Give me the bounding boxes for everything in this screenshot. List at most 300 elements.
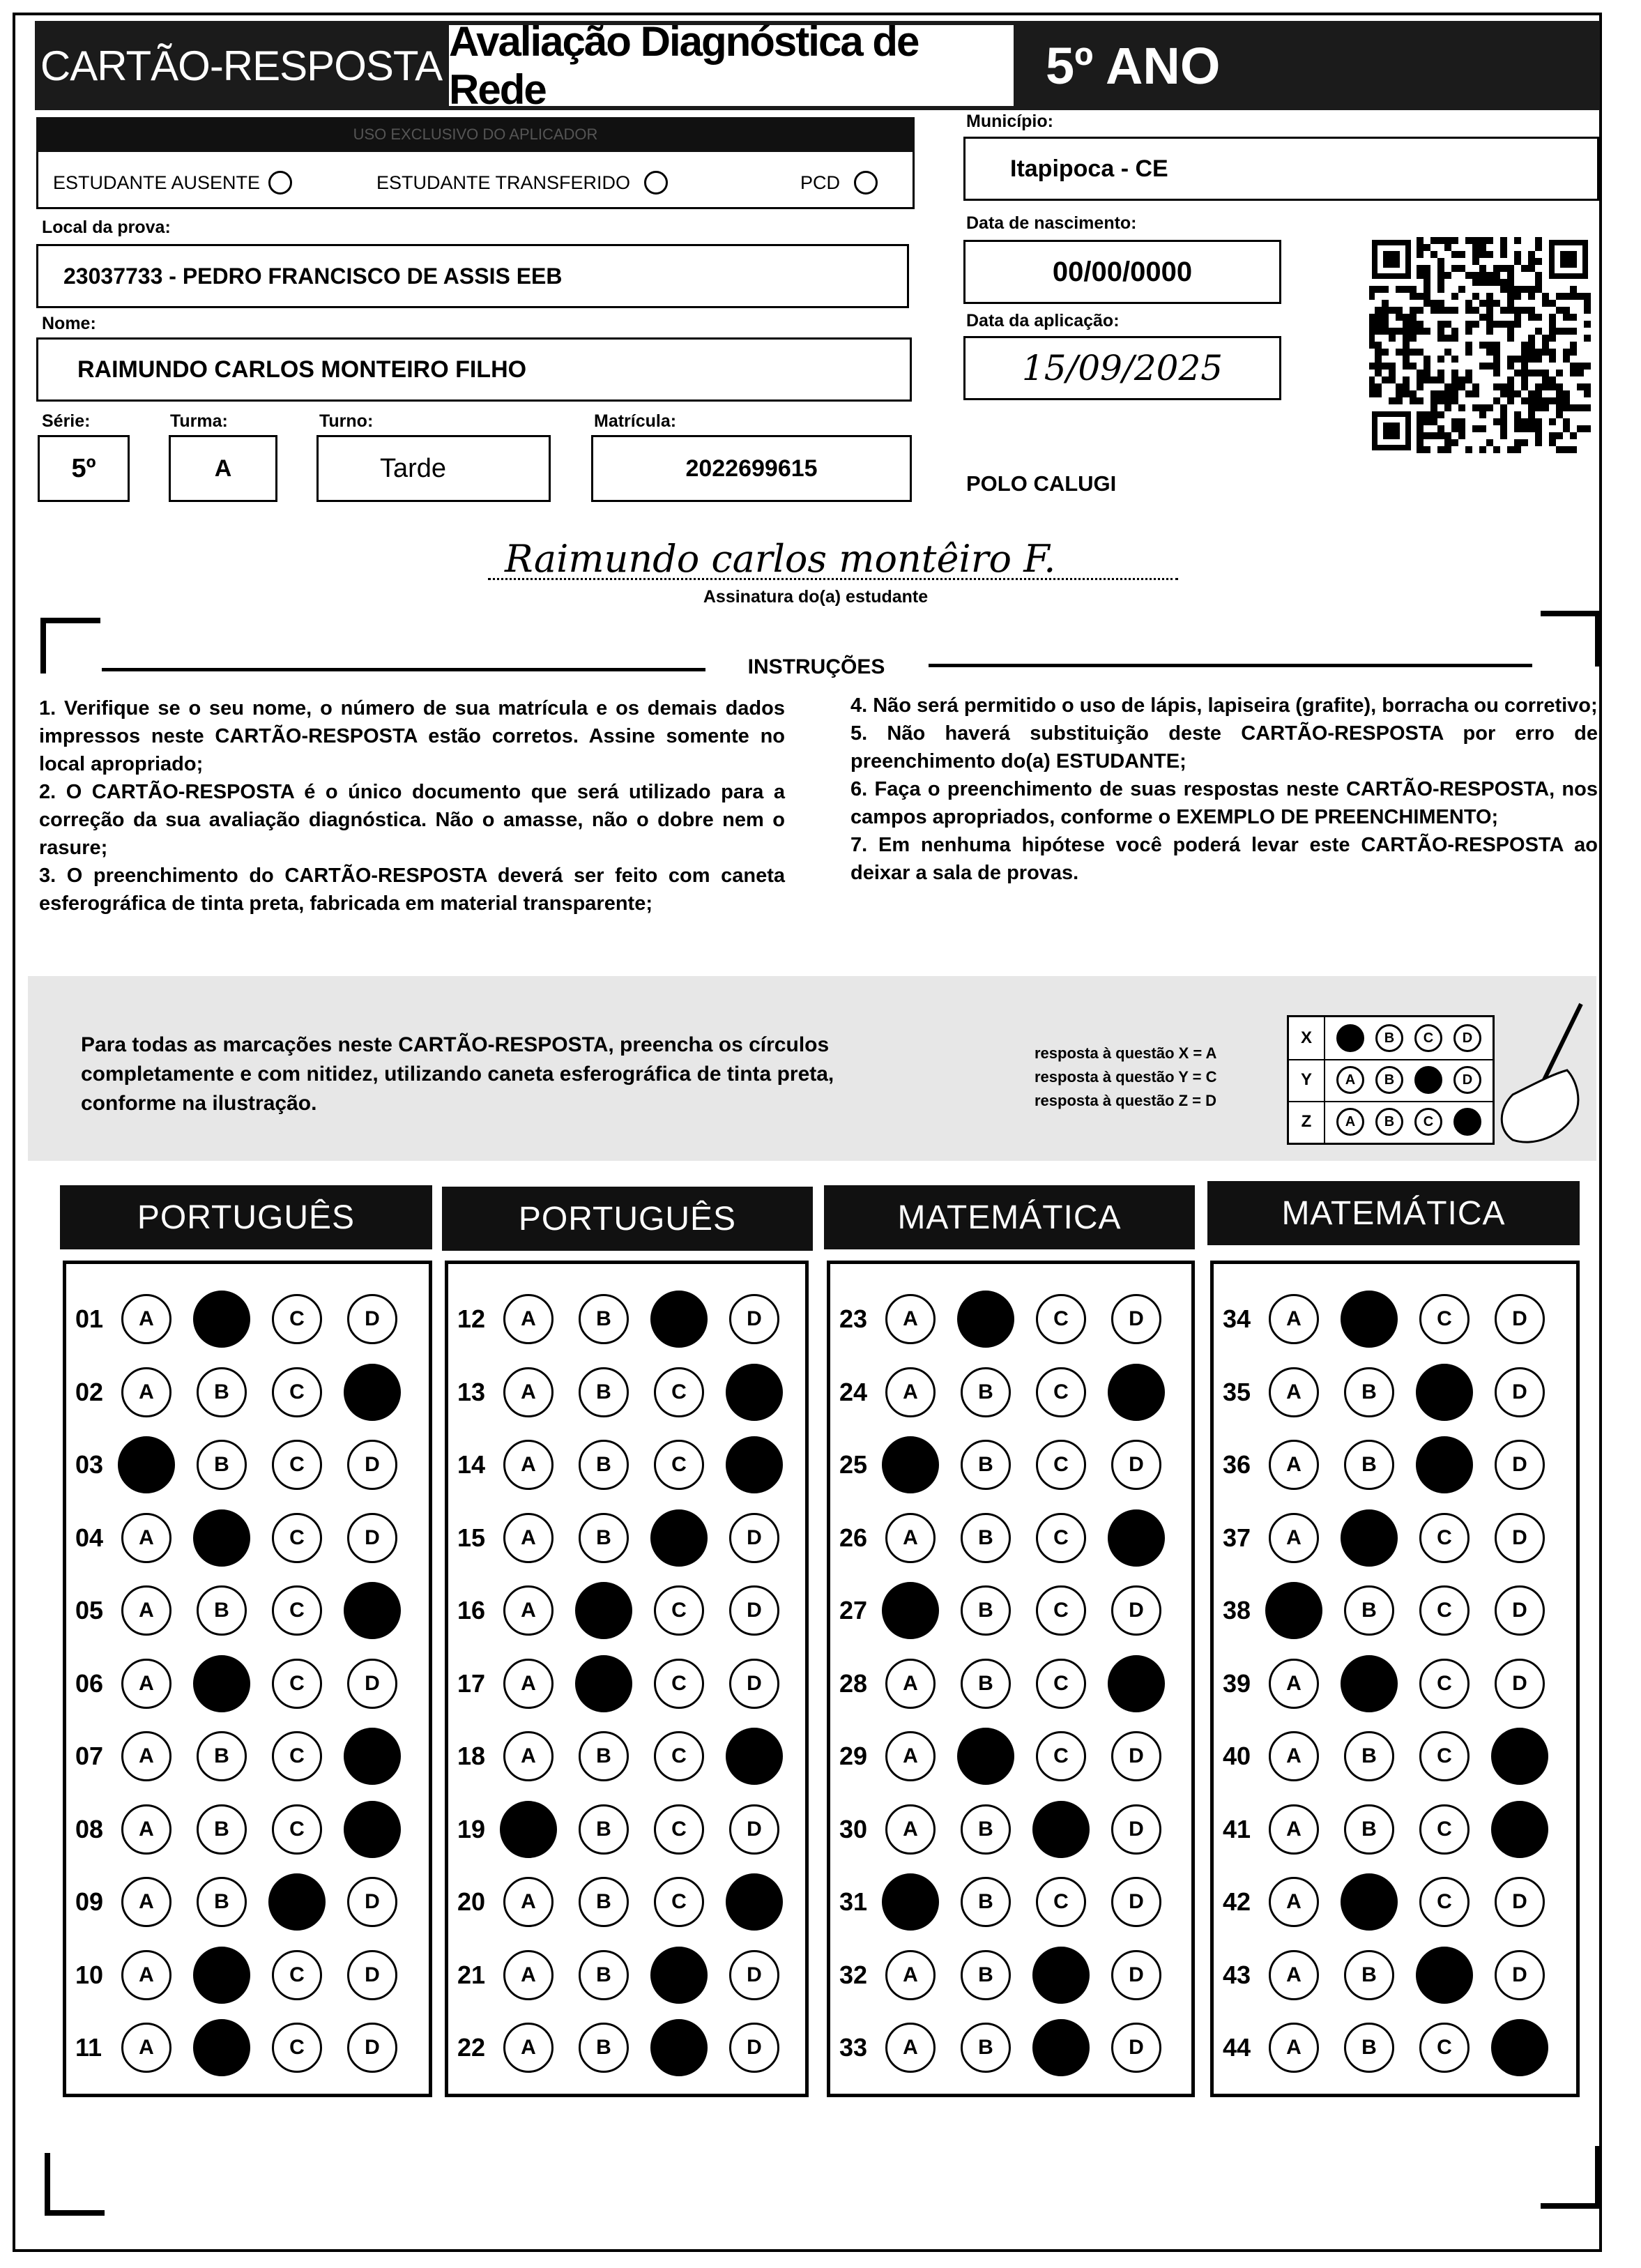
option-absent[interactable] — [53, 169, 292, 197]
question-number: 41 — [1223, 1814, 1251, 1843]
question-number: 12 — [457, 1304, 486, 1333]
answer-bubble-a[interactable]: A — [1269, 1804, 1319, 1855]
answer-bubble-b[interactable]: B — [197, 1731, 247, 1781]
answer-bubble-c[interactable] — [268, 1873, 326, 1931]
corner-mark-top-left — [40, 618, 100, 673]
answer-bubble-d[interactable]: D — [1495, 1877, 1545, 1927]
question-row — [839, 1947, 1186, 2003]
answer-bubble-c[interactable]: C — [1036, 1585, 1086, 1636]
section-header-2: PORTUGUÊS — [442, 1187, 813, 1251]
corner-mark-bottom-right — [1541, 2146, 1601, 2209]
answer-bubble-b[interactable] — [575, 1582, 632, 1639]
answer-bubble-c[interactable]: C — [272, 1367, 322, 1417]
answer-bubble-a[interactable]: A — [503, 1877, 554, 1927]
question-row — [457, 1364, 800, 1420]
question-number: 29 — [839, 1742, 868, 1770]
question-row — [1223, 1583, 1571, 1638]
answer-bubble-d[interactable]: D — [729, 1659, 779, 1709]
option-absent-label: ESTUDANTE AUSENTE — [53, 172, 261, 193]
question-row — [1223, 1291, 1571, 1347]
answer-bubble-b[interactable]: B — [1344, 1950, 1394, 2000]
answer-bubble-b[interactable] — [1341, 1291, 1398, 1348]
answer-bubble-d[interactable]: D — [347, 1659, 397, 1709]
question-row — [839, 1291, 1186, 1347]
answer-bubble-c[interactable] — [650, 1509, 708, 1567]
answer-bubble-d[interactable]: D — [729, 1950, 779, 2000]
answer-bubble-b[interactable]: B — [961, 1804, 1011, 1855]
instructions-title: INSTRUÇÕES — [747, 655, 885, 678]
answer-bubble-a[interactable] — [882, 1582, 939, 1639]
example-row-label: X — [1289, 1017, 1325, 1059]
answer-bubble-c[interactable]: C — [654, 1877, 704, 1927]
answer-bubble-c[interactable]: C — [1419, 1659, 1470, 1709]
applicator-bar: USO EXCLUSIVO DO APLICADOR — [36, 117, 915, 152]
question-row — [839, 1802, 1186, 1857]
answer-bubble-c[interactable] — [1032, 1947, 1090, 2004]
answer-bubble-a[interactable]: A — [503, 1367, 554, 1417]
answer-bubble-c[interactable]: C — [1419, 1731, 1470, 1781]
question-number: 44 — [1223, 2033, 1251, 2062]
question-row — [75, 1802, 424, 1857]
serie-field: 5º — [38, 435, 130, 502]
answer-bubble-a[interactable]: A — [885, 1731, 936, 1781]
answer-bubble-b[interactable] — [1341, 1873, 1398, 1931]
turno-field: Tarde — [316, 435, 551, 502]
answer-bubble-d[interactable]: D — [729, 1513, 779, 1563]
answer-bubble-b[interactable]: B — [579, 1367, 629, 1417]
question-number: 15 — [457, 1523, 486, 1552]
answer-bubble-a[interactable]: A — [121, 1294, 171, 1344]
option-transferred-circle[interactable] — [644, 171, 668, 195]
option-transferred[interactable] — [376, 169, 668, 197]
answer-bubble-b[interactable]: B — [961, 1950, 1011, 2000]
answer-bubble-a[interactable]: A — [503, 1440, 554, 1490]
instruction-6: 6. Faça o preenchimento de suas respostas neste CARTÃO-RESPOSTA, nos campos apropriados, conforme o EXEMPLO DE PREENCHIMENTO; — [850, 778, 1598, 828]
question-row — [839, 1874, 1186, 1930]
question-row — [457, 1947, 800, 2003]
question-row — [1223, 1802, 1571, 1857]
answer-bubble-b[interactable] — [957, 1291, 1014, 1348]
answer-bubble-c[interactable]: C — [272, 1731, 322, 1781]
answer-bubble-a[interactable]: A — [121, 2023, 171, 2073]
answer-bubble-b[interactable]: B — [579, 1950, 629, 2000]
example-legend-x: resposta à questão X = A — [1035, 1044, 1217, 1062]
answer-bubble-b[interactable]: B — [961, 1513, 1011, 1563]
qr-code — [1369, 237, 1591, 453]
question-row — [75, 1510, 424, 1566]
answer-bubble-b[interactable] — [575, 1655, 632, 1712]
answer-bubble-d[interactable]: D — [1111, 1585, 1161, 1636]
answer-bubble-a[interactable]: A — [503, 1294, 554, 1344]
answer-bubble-c[interactable]: C — [1419, 1513, 1470, 1563]
example-legend-z: resposta à questão Z = D — [1035, 1092, 1217, 1109]
answer-bubble-c[interactable]: C — [1419, 1294, 1470, 1344]
answer-bubble-d[interactable]: D — [1111, 1294, 1161, 1344]
answer-bubble-c[interactable] — [1032, 2019, 1090, 2076]
question-number: 24 — [839, 1377, 868, 1406]
qr-finder-bottom-left — [1372, 411, 1411, 450]
local-label: Local da prova: — [42, 218, 171, 237]
answer-bubble-d[interactable]: D — [1111, 1877, 1161, 1927]
answer-bubble-b[interactable]: B — [579, 1294, 629, 1344]
answer-bubble-a[interactable]: A — [1269, 1294, 1319, 1344]
answer-bubble-a[interactable]: A — [1269, 1877, 1319, 1927]
question-number: 25 — [839, 1450, 868, 1479]
answer-bubble-c[interactable]: C — [1036, 1367, 1086, 1417]
answer-bubble-c[interactable]: C — [654, 1585, 704, 1636]
answer-bubble-d[interactable]: D — [1495, 1513, 1545, 1563]
section-header-1: PORTUGUÊS — [60, 1185, 432, 1249]
answer-bubble-b[interactable]: B — [1344, 1804, 1394, 1855]
question-number: 09 — [75, 1887, 104, 1916]
answer-bubble-a[interactable]: A — [121, 1513, 171, 1563]
answer-bubble-c[interactable]: C — [1036, 1659, 1086, 1709]
answer-bubble-d[interactable]: D — [347, 1950, 397, 2000]
answer-bubble-c[interactable]: C — [272, 1950, 322, 2000]
answer-bubble-d[interactable]: D — [1111, 1440, 1161, 1490]
nascimento-label: Data de nascimento: — [966, 213, 1137, 233]
local-field: 23037733 - PEDRO FRANCISCO DE ASSIS EEB — [36, 244, 909, 308]
answer-bubble-b[interactable]: B — [579, 1440, 629, 1490]
option-pcd-label: PCD — [800, 172, 841, 193]
answer-bubble-b[interactable]: B — [197, 1804, 247, 1855]
answer-bubble-d[interactable]: D — [729, 1585, 779, 1636]
answer-bubble-a[interactable] — [882, 1436, 939, 1493]
answer-bubble-d[interactable] — [726, 1364, 783, 1421]
question-number: 13 — [457, 1377, 486, 1406]
answer-bubble-d[interactable]: D — [1111, 1731, 1161, 1781]
answer-bubble-d[interactable]: D — [1495, 1294, 1545, 1344]
answer-bubble-a[interactable]: A — [503, 1950, 554, 2000]
answer-bubble-c[interactable]: C — [1419, 2023, 1470, 2073]
signature: Raimundo carlos montêiro F. — [488, 538, 1178, 580]
answer-bubble-a[interactable]: A — [503, 1585, 554, 1636]
answer-bubble-a[interactable]: A — [1269, 1950, 1319, 2000]
answer-bubble-c[interactable] — [1416, 1436, 1473, 1493]
answer-bubble-d[interactable] — [726, 1728, 783, 1785]
answer-bubble-a[interactable]: A — [121, 1804, 171, 1855]
answer-bubble-b[interactable]: B — [579, 2023, 629, 2073]
example-legend — [1035, 1042, 1272, 1113]
instructions-rule-left — [102, 668, 705, 671]
answer-bubble-b[interactable] — [193, 1655, 250, 1712]
question-number: 36 — [1223, 1450, 1251, 1479]
answer-bubble-c[interactable]: C — [272, 1659, 322, 1709]
example-bubble-c — [1414, 1066, 1442, 1094]
answer-bubble-c[interactable]: C — [1419, 1804, 1470, 1855]
question-number: 06 — [75, 1668, 104, 1698]
question-number: 40 — [1223, 1742, 1251, 1770]
question-row — [75, 1728, 424, 1784]
question-number: 16 — [457, 1596, 486, 1624]
turno-label: Turno: — [319, 411, 374, 431]
question-row — [75, 1656, 424, 1712]
answer-bubble-b[interactable]: B — [961, 1659, 1011, 1709]
answer-bubble-a[interactable]: A — [121, 1659, 171, 1709]
answer-bubble-d[interactable]: D — [347, 1294, 397, 1344]
answer-bubble-b[interactable]: B — [197, 1440, 247, 1490]
question-number: 04 — [75, 1523, 104, 1552]
example-bubble-d — [1453, 1108, 1481, 1136]
answer-bubble-a[interactable]: A — [121, 1731, 171, 1781]
instruction-4: 4. Não será permitido o uso de lápis, lapiseira (grafite), borracha ou corretivo; — [850, 694, 1598, 717]
question-number: 32 — [839, 1960, 868, 1989]
option-absent-circle[interactable] — [268, 171, 292, 195]
question-number: 10 — [75, 1960, 104, 1989]
answer-bubble-a[interactable] — [882, 1873, 939, 1931]
answer-bubble-d[interactable] — [344, 1801, 401, 1858]
answer-bubble-c[interactable]: C — [272, 1294, 322, 1344]
question-row — [75, 1874, 424, 1930]
answer-bubble-d[interactable]: D — [1495, 1440, 1545, 1490]
question-row — [457, 1437, 800, 1493]
answer-bubble-a[interactable]: A — [885, 1294, 936, 1344]
answer-bubble-d[interactable] — [344, 1582, 401, 1639]
answer-bubble-a[interactable]: A — [1269, 1440, 1319, 1490]
answer-bubble-c[interactable]: C — [1036, 1877, 1086, 1927]
answer-bubble-a[interactable]: A — [885, 1367, 936, 1417]
answer-bubble-b[interactable]: B — [1344, 1731, 1394, 1781]
answer-bubble-b[interactable]: B — [579, 1513, 629, 1563]
answer-bubble-d[interactable] — [1108, 1655, 1165, 1712]
answer-bubble-d[interactable]: D — [1111, 2023, 1161, 2073]
example-bubble-b: B — [1375, 1024, 1403, 1052]
question-row — [839, 1728, 1186, 1784]
answer-bubble-a[interactable]: A — [1269, 1513, 1319, 1563]
question-number: 23 — [839, 1304, 868, 1333]
card-title: CARTÃO-RESPOSTA — [40, 42, 443, 89]
answer-bubble-d[interactable]: D — [1495, 1950, 1545, 2000]
answer-bubble-d[interactable]: D — [347, 1440, 397, 1490]
answer-bubble-d[interactable] — [344, 1364, 401, 1421]
example-bubble-a — [1336, 1024, 1364, 1052]
question-number: 30 — [839, 1814, 868, 1843]
instructions-right — [850, 692, 1598, 887]
instruction-5: 5. Não haverá substituição deste CARTÃO-RESPOSTA por erro de preenchimento do(a) ESTUDANTE; — [850, 722, 1598, 773]
answer-bubble-d[interactable]: D — [729, 2023, 779, 2073]
question-number: 02 — [75, 1377, 104, 1406]
answer-bubble-d[interactable]: D — [1495, 1367, 1545, 1417]
answer-bubble-a[interactable]: A — [121, 1367, 171, 1417]
question-number: 28 — [839, 1668, 868, 1698]
answer-bubble-b[interactable] — [193, 2019, 250, 2076]
question-row — [457, 1583, 800, 1638]
answer-bubble-c[interactable] — [1416, 1364, 1473, 1421]
answer-bubble-d[interactable]: D — [729, 1294, 779, 1344]
question-number: 05 — [75, 1596, 104, 1624]
question-number: 39 — [1223, 1668, 1251, 1698]
example-bubble-c: C — [1414, 1024, 1442, 1052]
answer-bubble-d[interactable]: D — [1111, 1950, 1161, 2000]
option-pcd[interactable] — [800, 169, 878, 197]
answer-bubble-c[interactable]: C — [654, 1659, 704, 1709]
question-number: 11 — [75, 2033, 102, 2062]
answer-bubble-d[interactable] — [1108, 1364, 1165, 1421]
answer-bubble-a[interactable]: A — [121, 1950, 171, 2000]
answer-bubble-a[interactable] — [1265, 1582, 1322, 1639]
answer-bubble-c[interactable]: C — [654, 1440, 704, 1490]
answer-bubble-a[interactable]: A — [1269, 2023, 1319, 2073]
answer-bubble-a[interactable]: A — [1269, 1367, 1319, 1417]
answer-bubble-b[interactable] — [1341, 1655, 1398, 1712]
answer-bubble-b[interactable]: B — [961, 1367, 1011, 1417]
answer-bubble-a[interactable]: A — [885, 1804, 936, 1855]
question-row — [457, 1874, 800, 1930]
answer-bubble-b[interactable]: B — [1344, 1367, 1394, 1417]
answer-bubble-c[interactable]: C — [654, 1367, 704, 1417]
answer-bubble-d[interactable]: D — [1495, 1659, 1545, 1709]
question-row — [457, 1510, 800, 1566]
answer-bubble-c[interactable] — [650, 1291, 708, 1348]
question-row — [75, 1364, 424, 1420]
grade-title: 5º ANO — [1046, 36, 1221, 95]
question-number: 38 — [1223, 1596, 1251, 1624]
instruction-1: 1. Verifique se o seu nome, o número de sua matrícula e os demais dados impressos neste CARTÃO-RESPOSTA estão corretos. Assine somente no local apropriado; — [39, 697, 785, 775]
answer-bubble-a[interactable]: A — [121, 1877, 171, 1927]
answer-bubble-a[interactable]: A — [121, 1585, 171, 1636]
answer-bubble-c[interactable]: C — [272, 1440, 322, 1490]
answer-bubble-c[interactable]: C — [1036, 1731, 1086, 1781]
answer-bubble-d[interactable] — [1491, 1801, 1548, 1858]
section-header-4: MATEMÁTICA — [1207, 1181, 1580, 1245]
answer-bubble-a[interactable]: A — [503, 1731, 554, 1781]
answer-bubble-a[interactable] — [500, 1801, 557, 1858]
answer-bubble-a[interactable]: A — [885, 1659, 936, 1709]
turma-field: A — [169, 435, 277, 502]
section-header-3: MATEMÁTICA — [824, 1185, 1195, 1249]
answer-bubble-c[interactable]: C — [1419, 1585, 1470, 1636]
answer-bubble-d[interactable]: D — [1111, 1804, 1161, 1855]
question-row — [839, 1364, 1186, 1420]
answer-bubble-a[interactable]: A — [503, 1659, 554, 1709]
answer-bubble-c[interactable] — [650, 2019, 708, 2076]
question-number: 03 — [75, 1450, 104, 1479]
answer-bubble-b[interactable]: B — [579, 1877, 629, 1927]
question-row — [1223, 1510, 1571, 1566]
question-row — [1223, 1728, 1571, 1784]
exam-title: Avaliação Diagnóstica de Rede — [449, 25, 1014, 106]
question-row — [75, 1583, 424, 1638]
answer-bubble-a[interactable]: A — [1269, 1659, 1319, 1709]
answer-bubble-c[interactable] — [650, 1947, 708, 2004]
answer-bubble-d[interactable] — [1491, 1728, 1548, 1785]
answer-bubble-c[interactable]: C — [654, 1804, 704, 1855]
example-bubble-d: D — [1453, 1024, 1481, 1052]
answer-bubble-c[interactable]: C — [654, 1731, 704, 1781]
question-number: 08 — [75, 1814, 104, 1843]
nome-label: Nome: — [42, 314, 96, 333]
municipio-label: Município: — [966, 112, 1053, 131]
answer-bubble-b[interactable]: B — [1344, 1585, 1394, 1636]
question-row — [1223, 1364, 1571, 1420]
question-row — [839, 1656, 1186, 1712]
question-number: 34 — [1223, 1304, 1251, 1333]
answer-bubble-d[interactable]: D — [729, 1804, 779, 1855]
answer-bubble-a[interactable] — [118, 1436, 175, 1493]
answer-bubble-b[interactable] — [193, 1291, 250, 1348]
answer-bubble-b[interactable] — [193, 1947, 250, 2004]
option-transferred-label: ESTUDANTE TRANSFERIDO — [376, 172, 631, 193]
example-text: Para todas as marcações neste CARTÃO-RESPOSTA, preencha os círculos completamente e com nitidez, utilizando caneta esferográfica de tinta preta, conforme na ilustração. — [81, 1033, 834, 1115]
example-bubble-d: D — [1453, 1066, 1481, 1094]
answer-bubble-b[interactable]: B — [197, 1877, 247, 1927]
question-row — [839, 1583, 1186, 1638]
answer-bubble-b[interactable] — [193, 1509, 250, 1567]
answer-bubble-d[interactable]: D — [347, 2023, 397, 2073]
answer-bubble-c[interactable]: C — [272, 1513, 322, 1563]
answer-bubble-b[interactable] — [1341, 1509, 1398, 1567]
answer-bubble-d[interactable]: D — [347, 1513, 397, 1563]
answer-bubble-b[interactable]: B — [961, 1585, 1011, 1636]
answer-bubble-a[interactable]: A — [885, 1950, 936, 2000]
question-row — [457, 1656, 800, 1712]
answer-bubble-a[interactable]: A — [503, 2023, 554, 2073]
question-row — [75, 1437, 424, 1493]
answer-bubble-c[interactable]: C — [272, 1804, 322, 1855]
question-number: 27 — [839, 1596, 868, 1624]
answer-bubble-c[interactable]: C — [272, 1585, 322, 1636]
matricula-label: Matrícula: — [594, 411, 677, 431]
answer-bubble-b[interactable]: B — [961, 1877, 1011, 1927]
answer-bubble-c[interactable]: C — [1036, 1440, 1086, 1490]
answer-bubble-b[interactable]: B — [579, 1731, 629, 1781]
instructions-rule-right — [929, 664, 1532, 667]
answer-bubble-a[interactable]: A — [503, 1513, 554, 1563]
question-row — [839, 1510, 1186, 1566]
municipio-field: Itapipoca - CE — [963, 137, 1599, 201]
answer-bubble-b[interactable] — [957, 1728, 1014, 1785]
answer-bubble-b[interactable]: B — [961, 1440, 1011, 1490]
answer-bubble-a[interactable]: A — [885, 2023, 936, 2073]
question-number: 21 — [457, 1960, 486, 1989]
answer-bubble-d[interactable]: D — [1495, 1585, 1545, 1636]
answer-bubble-d[interactable] — [344, 1728, 401, 1785]
answer-bubble-d[interactable] — [726, 1873, 783, 1931]
question-row — [1223, 1874, 1571, 1930]
answer-bubble-b[interactable]: B — [197, 1367, 247, 1417]
answer-bubble-b[interactable]: B — [197, 1585, 247, 1636]
answer-bubble-c[interactable]: C — [1036, 1294, 1086, 1344]
answer-bubble-c[interactable] — [1032, 1801, 1090, 1858]
example-bubble-c: C — [1414, 1108, 1442, 1136]
question-row — [839, 2020, 1186, 2076]
answer-bubble-b[interactable]: B — [1344, 2023, 1394, 2073]
example-bubble-a: A — [1336, 1108, 1364, 1136]
question-number: 14 — [457, 1450, 486, 1479]
corner-mark-top-right — [1541, 611, 1601, 667]
answer-bubble-d[interactable] — [1491, 2019, 1548, 2076]
answer-bubble-a[interactable]: A — [885, 1513, 936, 1563]
answer-bubble-c[interactable]: C — [1419, 1877, 1470, 1927]
question-row — [75, 2020, 424, 2076]
question-number: 42 — [1223, 1887, 1251, 1916]
question-row — [1223, 1437, 1571, 1493]
answer-bubble-d[interactable] — [1108, 1509, 1165, 1567]
answer-bubble-d[interactable] — [726, 1436, 783, 1493]
example-row — [1289, 1017, 1493, 1060]
answer-bubble-b[interactable]: B — [579, 1804, 629, 1855]
instruction-3: 3. O preenchimento do CARTÃO-RESPOSTA deverá ser feito com caneta esferográfica de tinta preta, fabricada em material transparente; — [39, 865, 785, 915]
answer-bubble-c[interactable] — [1416, 1947, 1473, 2004]
question-number: 35 — [1223, 1377, 1251, 1406]
answer-bubble-c[interactable]: C — [272, 2023, 322, 2073]
answer-bubble-d[interactable]: D — [347, 1877, 397, 1927]
answer-bubble-b[interactable]: B — [961, 2023, 1011, 2073]
option-pcd-circle[interactable] — [854, 171, 878, 195]
answer-bubble-a[interactable]: A — [1269, 1731, 1319, 1781]
answer-bubble-c[interactable]: C — [1036, 1513, 1086, 1563]
answer-bubble-b[interactable]: B — [1344, 1440, 1394, 1490]
